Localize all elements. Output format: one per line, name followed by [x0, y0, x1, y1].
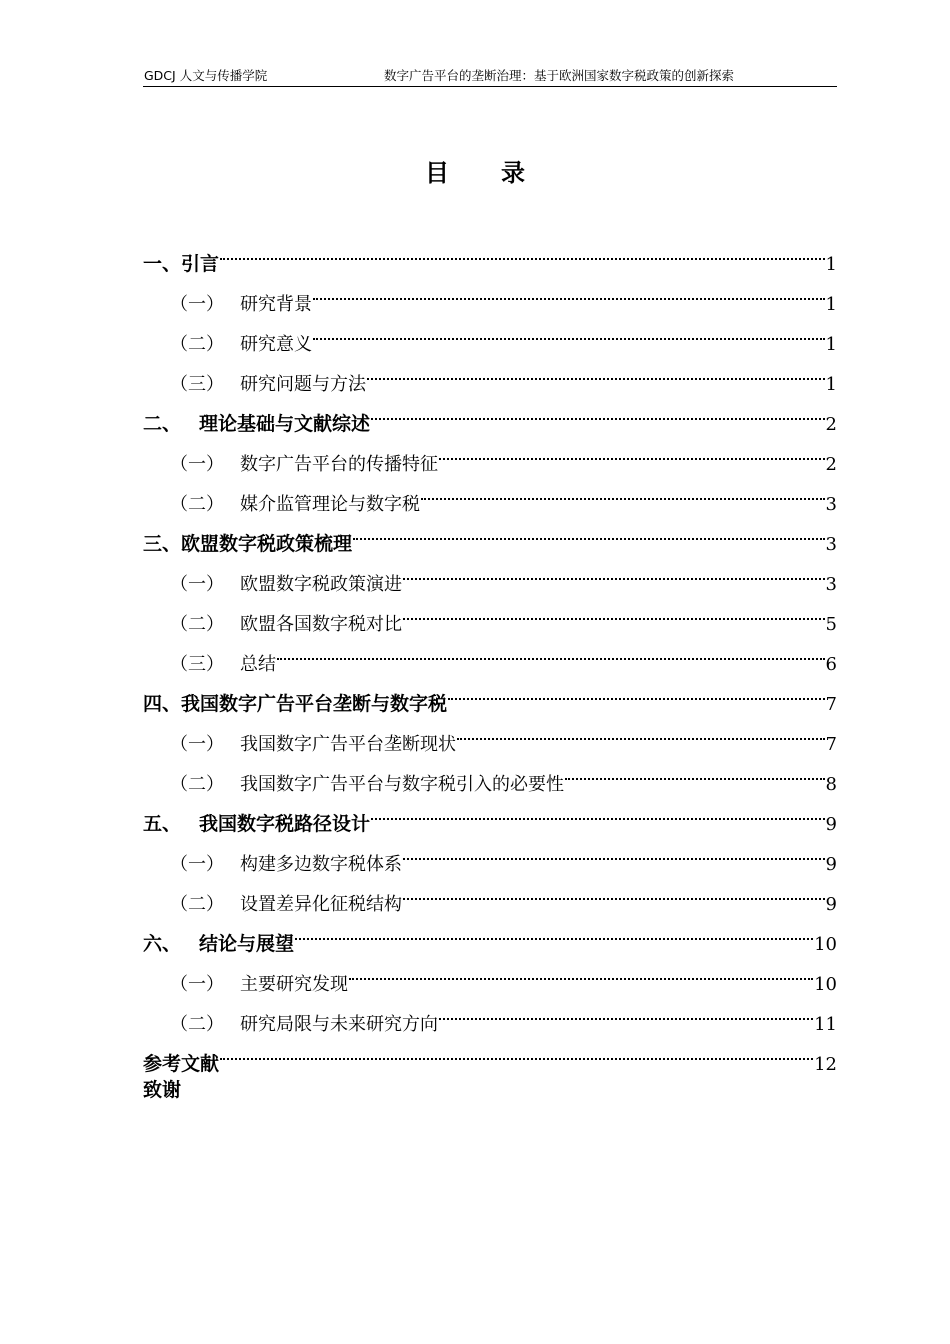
toc-entry[interactable]	[143, 230, 837, 275]
dot-leader	[439, 430, 825, 470]
dot-leader	[349, 950, 813, 990]
toc-page: 1	[825, 374, 837, 395]
toc-label: 总结	[240, 654, 276, 675]
toc-label: 数字广告平台的传播特征	[240, 454, 438, 475]
toc-label: 我国数字广告平台与数字税引入的必要性	[240, 774, 564, 795]
toc-number: （二）	[170, 1014, 224, 1035]
toc-number: 二、	[143, 413, 182, 435]
toc-number: 六、	[143, 933, 182, 955]
toc-number: （二）	[170, 894, 224, 915]
dot-leader	[220, 1030, 813, 1070]
toc-label: 研究意义	[240, 334, 312, 355]
toc-number: 三、	[143, 533, 182, 555]
dot-leader	[403, 870, 825, 910]
toc-number: （三）	[170, 374, 224, 395]
dot-leader	[421, 470, 825, 510]
toc-number: 五、	[143, 813, 182, 835]
toc-number: （二）	[170, 494, 224, 515]
dot-leader	[403, 550, 825, 590]
toc-page: 3	[825, 534, 837, 555]
toc-label: 欧盟数字税政策演进	[240, 574, 402, 595]
toc-number: （一）	[170, 854, 224, 875]
toc-entry[interactable]	[143, 1030, 837, 1075]
toc-page: 9	[825, 894, 837, 915]
toc-number: （一）	[170, 974, 224, 995]
toc-label: 主要研究发现	[240, 974, 348, 995]
dot-leader	[277, 630, 825, 670]
dot-leader	[403, 830, 825, 870]
toc-number: 一、	[143, 253, 182, 275]
toc-number: 四、	[143, 693, 182, 715]
dot-leader	[371, 790, 825, 830]
header-thesis-title: 数字广告平台的垄断治理：基于欧洲国家数字税政策的创新探索	[384, 68, 735, 83]
toc-label: 研究背景	[240, 294, 312, 315]
toc-number: （二）	[170, 614, 224, 635]
toc-label: 欧盟数字税政策梳理	[181, 533, 353, 555]
dot-leader	[220, 230, 825, 270]
toc-page: 2	[825, 414, 837, 435]
dot-leader	[403, 590, 825, 630]
toc-page: 2	[825, 454, 837, 475]
toc-page: 1	[825, 294, 837, 315]
dot-leader	[313, 310, 825, 350]
toc-label: 我国数字广告平台垄断与数字税	[181, 693, 448, 715]
toc-number: （二）	[170, 774, 224, 795]
toc-page: 10	[814, 974, 837, 995]
toc-page: 1	[825, 334, 837, 355]
toc-page: 6	[825, 654, 837, 675]
toc-page: 11	[814, 1014, 837, 1035]
toc-number: （一）	[170, 294, 224, 315]
title-char-1: 目	[425, 159, 449, 187]
toc-page: 3	[825, 494, 837, 515]
toc-page: 7	[825, 734, 837, 755]
toc-page: 10	[814, 934, 837, 955]
dot-leader	[313, 270, 825, 310]
dot-leader	[371, 390, 825, 430]
toc-entry[interactable]	[143, 1070, 837, 1110]
toc-label: 我国数字广告平台垄断现状	[240, 734, 456, 755]
dot-leader	[353, 510, 825, 550]
toc-label: 引言	[181, 253, 220, 275]
toc-label: 研究问题与方法	[240, 374, 366, 395]
toc-label: 媒介监管理论与数字税	[240, 494, 420, 515]
toc-page: 12	[814, 1054, 837, 1075]
dot-leader	[439, 990, 813, 1030]
dot-leader	[565, 750, 825, 790]
toc-page: 3	[825, 574, 837, 595]
toc-label: 致谢	[143, 1079, 182, 1101]
table-of-contents	[143, 230, 837, 1110]
toc-number: （二）	[170, 334, 224, 355]
running-header	[143, 66, 837, 87]
dot-leader	[457, 710, 825, 750]
toc-label: 欧盟各国数字税对比	[240, 614, 402, 635]
toc-page: 9	[825, 854, 837, 875]
toc-label: 我国数字税路径设计	[199, 813, 371, 835]
toc-entry[interactable]	[143, 270, 837, 315]
toc-page: 9	[825, 814, 837, 835]
dot-leader	[295, 910, 813, 950]
toc-number: （三）	[170, 654, 224, 675]
toc-label: 构建多边数字税体系	[240, 854, 402, 875]
title-char-2: 录	[501, 159, 525, 187]
toc-page: 7	[825, 694, 837, 715]
toc-page: 1	[825, 254, 837, 275]
toc-label: 研究局限与未来研究方向	[240, 1014, 438, 1035]
toc-page: 8	[825, 774, 837, 795]
toc-number: （一）	[170, 454, 224, 475]
dot-leader	[367, 350, 825, 390]
page-title	[0, 156, 950, 190]
toc-label: 设置差异化征税结构	[240, 894, 402, 915]
toc-number: （一）	[170, 574, 224, 595]
toc-label: 理论基础与文献综述	[199, 413, 371, 435]
header-institution: GDCJ 人文与传播学院	[144, 68, 268, 83]
toc-label: 参考文献	[143, 1053, 220, 1075]
toc-page: 5	[825, 614, 837, 635]
toc-number: （一）	[170, 734, 224, 755]
dot-leader	[448, 670, 825, 710]
toc-label: 结论与展望	[199, 933, 295, 955]
